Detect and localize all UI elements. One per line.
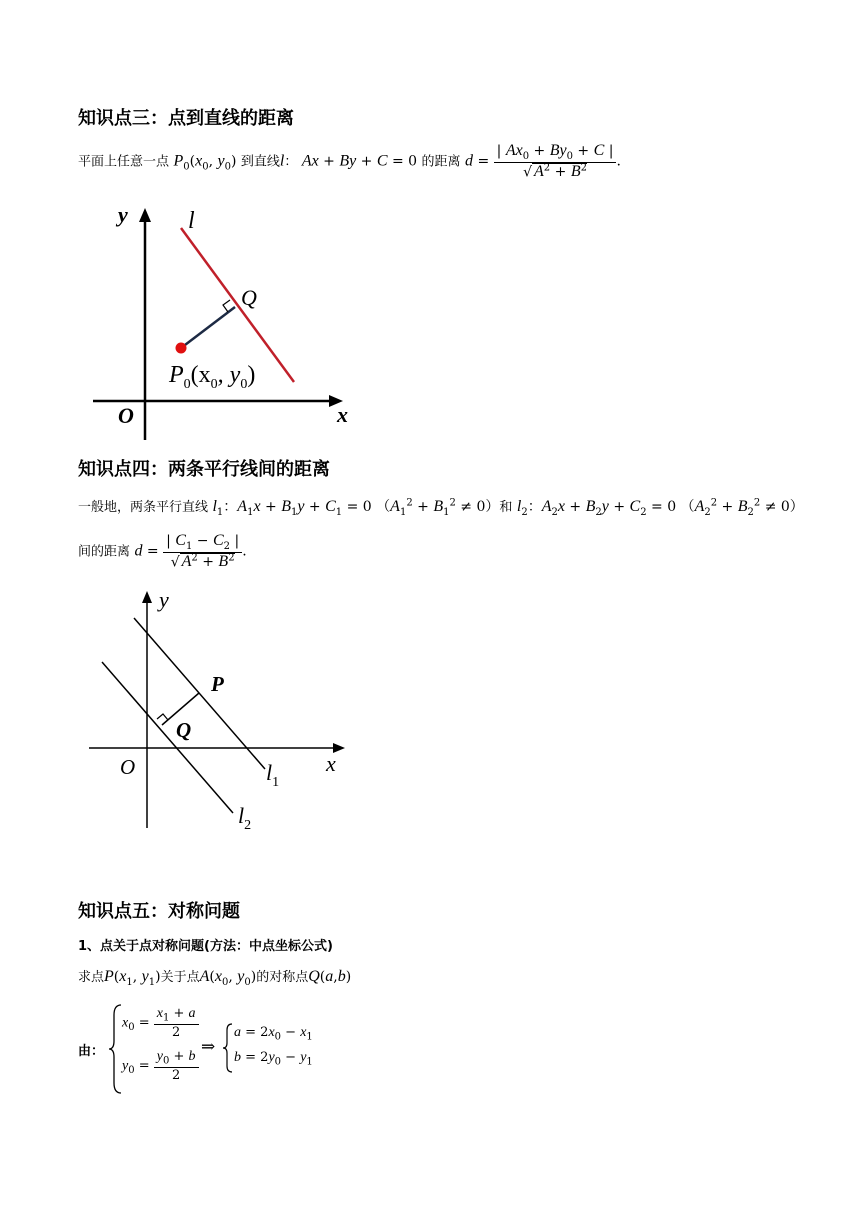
- section-4-title: 知识点四：两条平行线间的距离: [78, 459, 330, 480]
- solution-b-equation: $b = 2y_0 - y_1$: [234, 1050, 313, 1068]
- p0-label: $P_0(x_0$, $y_0$): [169, 362, 256, 392]
- point-line-distance-formula: 平面上任意一点 $P_0(x_0$, $y_0$) 到直线l： Ax + By + C = 0 的距离 d = $\frac{| Ax_0 + By_0 + C |}{√ A^2 + B^2}$ .: [78, 142, 621, 181]
- l-label: l: [188, 208, 195, 234]
- l1-label: $l_1$: [266, 760, 280, 790]
- parallel-lines-figure: [85, 585, 360, 835]
- origin-label: O: [118, 403, 134, 428]
- x-label: x: [337, 402, 348, 427]
- section-5-title: 知识点五：对称问题: [78, 901, 240, 922]
- subsection-1-title: 1、点关于点对称问题(方法：中点坐标公式): [78, 939, 333, 954]
- midpoint-y-equation: $y_0$ = $\frac{y_0 + b}{2}$: [122, 1049, 199, 1083]
- y-axis-arrow-icon: [142, 591, 152, 603]
- left-brace-icon-2: [222, 1022, 234, 1074]
- right-angle-mark: [157, 714, 168, 720]
- p-label: P: [211, 672, 224, 696]
- parallel-lines-distance-formula: 间的距离 d = $\frac{| C_1 - C_2 |}{√ A^2 + B^2}$ .: [78, 532, 247, 571]
- origin-label: O: [120, 755, 136, 779]
- parallel-lines-definition: 一般地，两条平行直线 $l_1$：$A_1x + B_1y + C_1 = 0$ $(A_1^2 + B_1^2 \ne 0)$和 $l_2$：$A_2x + B_2y + C_2 = 0$ $(A_2^2 + B_2^2 \ne 0)$: [78, 497, 804, 518]
- symmetric-point-question: 求点$P(x_1$, $y_1$)关于点$A(x_0$, $y_0$)的对称点Q(a,b): [78, 968, 352, 988]
- point-p0: [176, 343, 187, 354]
- perpendicular-segment: [181, 307, 235, 348]
- q-label: Q: [176, 718, 192, 742]
- y-axis-arrow-icon: [139, 208, 151, 222]
- midpoint-x-equation: $x_0$ = $\frac{x_1 + a}{2}$: [122, 1006, 199, 1040]
- y-label: y: [159, 587, 169, 612]
- implies-arrow-icon: ⇒: [201, 1037, 216, 1057]
- solution-a-equation: $a = 2x_0 - x_1$: [234, 1025, 313, 1043]
- q-label: Q: [241, 285, 257, 310]
- point-line-figure: [88, 200, 363, 445]
- l2-label: $l_2$: [238, 803, 252, 833]
- line-l: [181, 228, 294, 382]
- x-label: x: [326, 751, 336, 776]
- y-label: y: [118, 202, 128, 227]
- derivation-label: 由：: [78, 1044, 105, 1059]
- line-l1: [134, 618, 265, 769]
- section-3-title: 知识点三：点到直线的距离: [78, 108, 294, 129]
